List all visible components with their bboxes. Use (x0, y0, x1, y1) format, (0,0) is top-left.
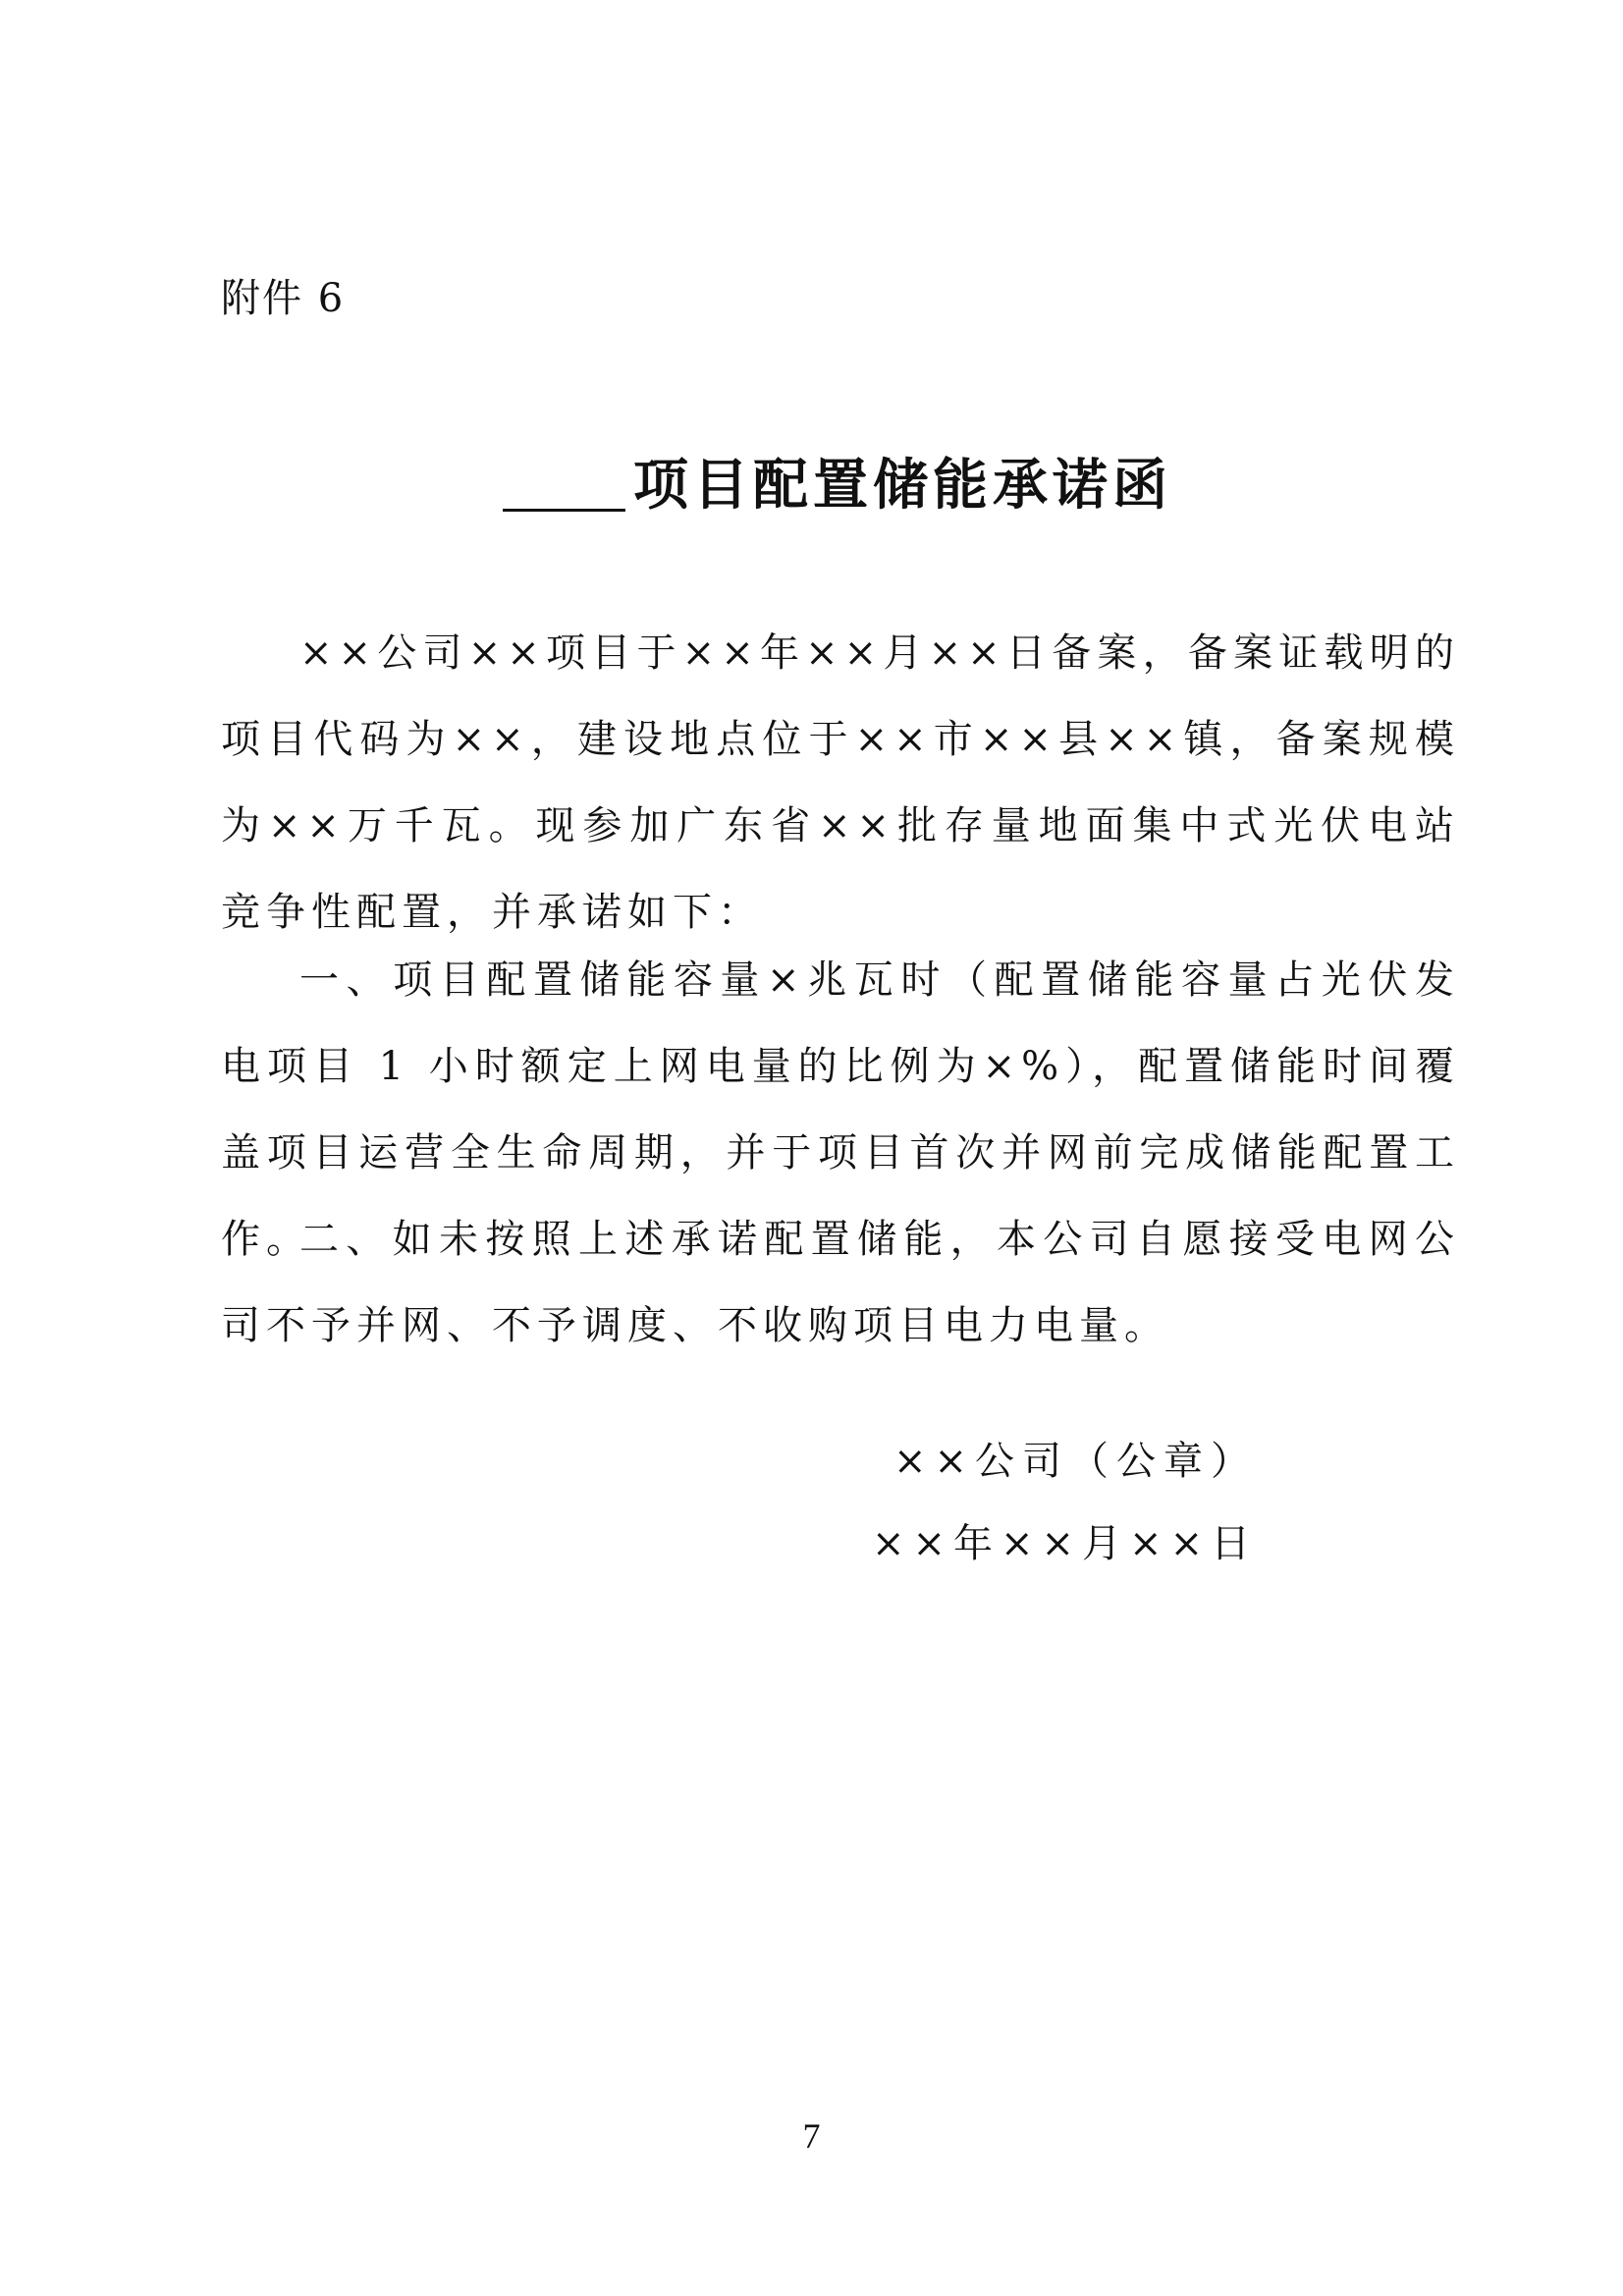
title-blank-underline (503, 450, 625, 512)
attachment-label: 附件 6 (221, 276, 346, 321)
body-paragraph-intro: ××公司××项目于××年××月××日备案，备案证载明的项目代码为××，建设地点位于××市××县××镇，备案规模为××万千瓦。现参加广东省××批存量地面集中式光伏电站竞争性配置，并承诺如下： (221, 630, 1460, 935)
document-title-text: 项目配置储能承诺函 (633, 454, 1172, 518)
body-paragraph-commitment-1: 一、项目配置储能容量×兆瓦时（配置储能容量占光伏发电项目 1 小时额定上网电量的比例为×%），配置储能时间覆盖项目运营全生命周期，并于项目首次并网前完成储能配置工作。 (221, 957, 1460, 1262)
page-number: 7 (802, 2116, 821, 2156)
signature-company-seal: ××公司（公章） (893, 1439, 1259, 1484)
body-paragraph-commitment-2: 二、如未按照上述承诺配置储能，本公司自愿接受电网公司不予并网、不予调度、不收购项目电力电量。 (221, 1217, 1460, 1348)
signature-date: ××年××月××日 (872, 1521, 1259, 1566)
document-title (503, 442, 1172, 522)
